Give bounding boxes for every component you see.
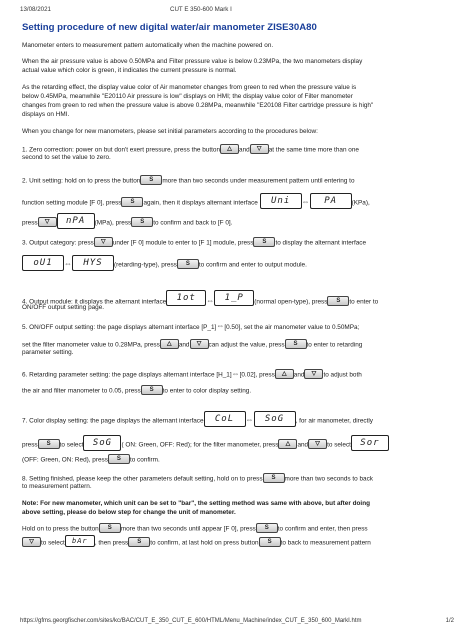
header-title: CUT E 350-600 Mark I [170, 6, 232, 13]
step2-line3: press ▽ nPA (MPa), press S to confirm and back to [F 0]. [22, 215, 454, 231]
lcd-col-icon: CoL [204, 411, 246, 427]
step4-line1: 4. Output module: it displays the alternant interface 1ot ⇔ 1_P (normal open-type), press S to enter to [22, 294, 454, 310]
document-title: Setting procedure of new digital water/air manometer ZISE30A80 [22, 22, 317, 33]
s-button-icon: S [128, 537, 150, 547]
print-date: 13/08/2021 [20, 6, 51, 13]
lcd-oul-icon: oU1 [22, 255, 64, 271]
step7-line1: 7. Color display setting: the page displays the alternant interface CoL ⇔ SoG , for air manometer, directly [22, 413, 454, 429]
down-button-icon: ▽ [308, 439, 327, 449]
lcd-ip-icon: 1_P [214, 290, 254, 306]
step7-line3: (OFF: Green, ON: Red), press S to confirm. [22, 456, 160, 464]
s-button-icon: S [131, 217, 153, 227]
lcd-hys-icon: HYS [72, 255, 114, 271]
alternate-arrow-icon: ⇔ [216, 321, 225, 330]
alternate-arrow-icon: ⇔ [231, 368, 240, 378]
s-button-icon: S [99, 523, 121, 533]
s-button-icon: S [253, 237, 275, 247]
paragraph-intro: Manometer enters to measurement pattern automatically when the machine powered on. [22, 42, 274, 49]
down-button-icon: ▽ [304, 369, 323, 379]
up-button-icon: △ [160, 339, 179, 349]
lcd-pa-icon: PA [310, 193, 352, 209]
note-step-line1: Hold on to press the button S more than two seconds until appear [F 0], press S to confirm and enter, then press [22, 525, 368, 533]
down-button-icon: ▽ [190, 339, 209, 349]
lcd-bar-icon: bAr [65, 535, 95, 547]
paragraph-retard-line3: changes from green to red when the pressure value is above 0.28MPa, meanwhile "E20108 Filter cartridge pressure is high" [22, 102, 374, 109]
step5-line3: parameter setting. [22, 349, 74, 356]
s-button-icon: S [177, 259, 199, 269]
alternate-arrow-icon: ⇔ [301, 196, 310, 206]
alternate-arrow-icon: ⇔ [64, 258, 72, 268]
lcd-sor-icon: Sor [351, 435, 389, 451]
s-button-icon: S [141, 385, 163, 395]
paragraph-air-line2: actual value which color is green, it indicates the current pressure is normal. [22, 67, 237, 74]
lcd-sog-icon: SoG [83, 435, 121, 451]
step7-line2: press S to select SoG ( ON: Green, OFF: Red); for the filter manometer, press △ and ▽ to select Sor [22, 437, 454, 453]
s-button-icon: S [327, 296, 349, 306]
paragraph-retard-line1: As the retarding effect, the display value color of Air manometer changes from green to red when the pressure value is [22, 84, 357, 91]
step5-line2: set the filter manometer value to 0.28MPa, press △ and ▽ can adjust the value, press S to enter to retarding [22, 341, 363, 349]
step6-line1: 6. Retarding parameter setting: the page displays alternant interface [H_1]⇔[0.02], press △ and ▽ to adjust both [22, 368, 362, 379]
alternate-arrow-icon: ⇔ [206, 295, 215, 305]
s-button-icon: S [256, 523, 278, 533]
lcd-sog-icon: SoG [254, 411, 296, 427]
step5-line1: 5. ON/OFF output setting: the page displays alternant interface [P_1]⇔[0.50], set the air manometer value to 0.50MPa; [22, 321, 360, 331]
step2-line1: 2. Unit setting: hold on to press the button S more than two seconds under measurement pattern until entering to [22, 177, 355, 185]
s-button-icon: S [140, 175, 162, 185]
paragraph-when-change: When you change for new manometers, please set initial parameters according to the procedures below: [22, 128, 318, 135]
footer-url: https://gfms.georgfischer.com/sites/kc/BAC/CUT_E_350_CUT_E_600/HTML/Menu_Machine/index_CUT_E_350_600_MarkI.htm [20, 618, 362, 624]
paragraph-retard-line2: below 0.45MPa, meanwhile "E20110 Air pressure is low" displays on HMI; the display value color of Filter manometer [22, 93, 353, 100]
paragraph-air-line1: When the air pressure value is above 0.50MPa and Filter pressure value is below 0.23MPa, the two manometers display [22, 58, 363, 65]
page-number: 1/2 [445, 618, 454, 624]
note-line2: above setting, please do below step for change the unit of manometer. [22, 509, 236, 516]
step8-line1: 8. Setting finished, please keep the other parameters default setting, hold on to press S more than two seconds to back [22, 475, 373, 483]
lcd-lot-icon: 1ot [166, 290, 206, 306]
lcd-mpa-icon: nPA [57, 213, 95, 229]
step4-line2: ON/OFF output setting page. [22, 304, 105, 311]
step6-line2: the air and filter manometer to 0.05, press S to enter to color display setting. [22, 387, 252, 395]
paragraph-retard-line4: displays on HMI. [22, 111, 70, 118]
s-button-icon: S [108, 454, 130, 464]
step1-line1: 1. Zero correction: power on but don't exert pressure, press the button △ and ▽ at the same time more than one [22, 146, 359, 154]
down-button-icon: ▽ [22, 537, 41, 547]
step8-line2: to measurement pattern. [22, 483, 92, 490]
s-button-icon: S [263, 473, 285, 483]
step3-line2: oU1 ⇔ HYS (retarding-type), press S to confirm and enter to output module. [22, 257, 454, 273]
step3-line1: 3. Output category: press ▽ under [F 0] module to enter to [F 1] module, press S to display the alternant interface [22, 239, 367, 247]
step2-line2: function setting module [F 0], press S again, then it displays alternant interface Uni ⇔ PA (KPa), [22, 195, 454, 211]
step1-line2: second to set the value to zero. [22, 154, 111, 161]
up-button-icon: △ [278, 439, 297, 449]
alternate-arrow-icon: ⇔ [245, 414, 254, 424]
s-button-icon: S [285, 339, 307, 349]
note-line1: Note: For new manometer, which unit can be set to "bar", the setting method was same with above, but after doing [22, 500, 371, 507]
s-button-icon: S [259, 537, 281, 547]
down-button-icon: ▽ [94, 237, 113, 247]
page-footer [20, 618, 454, 624]
up-button-icon: △ [220, 144, 239, 154]
up-button-icon: △ [275, 369, 294, 379]
s-button-icon: S [38, 439, 60, 449]
down-button-icon: ▽ [250, 144, 269, 154]
down-button-icon: ▽ [38, 217, 57, 227]
s-button-icon: S [121, 197, 143, 207]
note-step-line2: ▽ to select bAr , then press S to confirm, at last hold on press button S to back to measurement pattern [22, 537, 454, 549]
lcd-uni-icon: Uni [260, 193, 302, 209]
